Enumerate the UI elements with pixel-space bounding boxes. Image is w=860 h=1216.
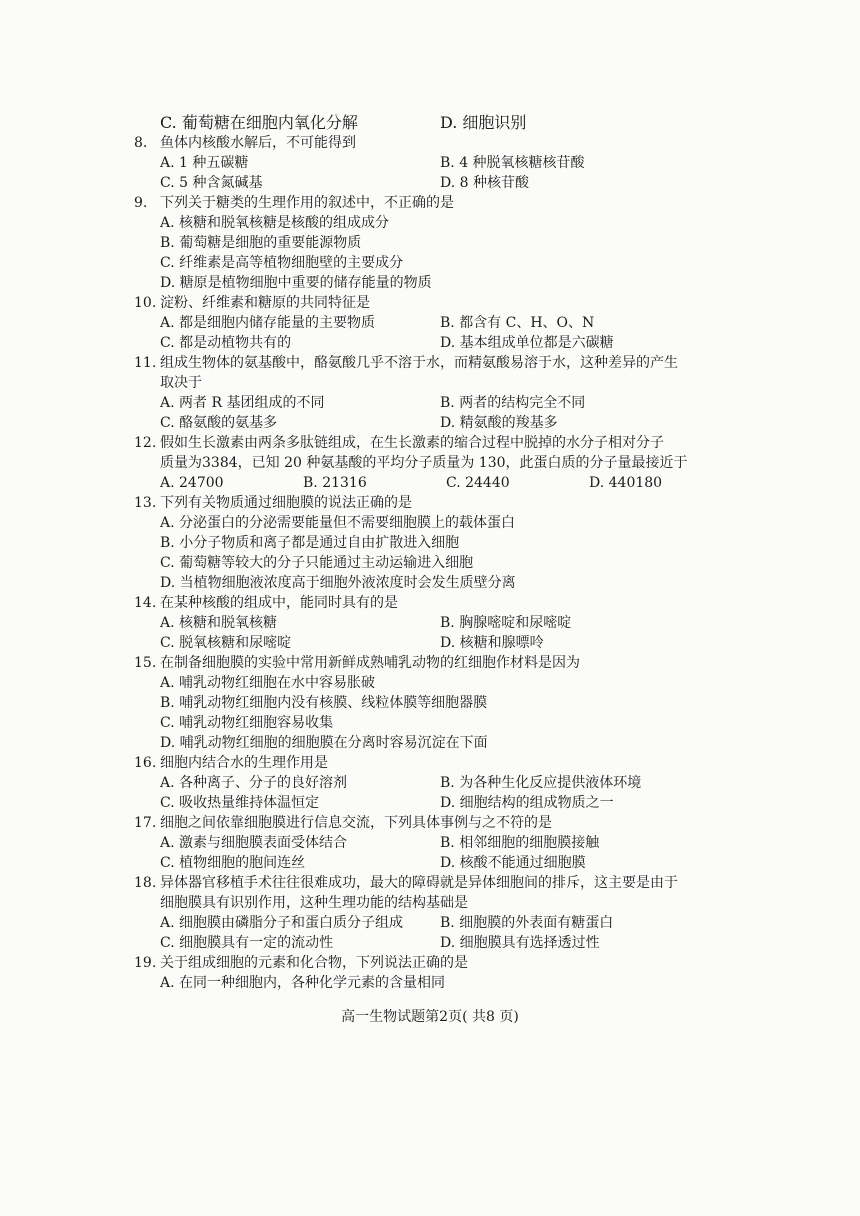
question-number: 18.: [134, 875, 157, 891]
options-row: [160, 313, 734, 333]
question-text: 在某种核酸的组成中，能同时具有的是: [160, 595, 398, 611]
option-c: C. 吸收热量维持体温恒定: [160, 795, 320, 811]
options-row: [160, 613, 734, 633]
question-16: [134, 753, 734, 773]
options-row: [160, 473, 734, 493]
option-b: B. 21316: [303, 475, 367, 491]
option-b: B. 哺乳动物红细胞内没有核膜、线粒体膜等细胞器膜: [160, 695, 488, 711]
option-b: B. 相邻细胞的细胞膜接触: [440, 835, 600, 851]
option-c: C. 细胞膜具有一定的流动性: [160, 935, 334, 951]
question-12: [134, 433, 734, 453]
question-18: [134, 873, 734, 893]
option-c: C. 纤维素是高等植物细胞壁的主要成分: [160, 255, 404, 271]
question-number: 17.: [134, 815, 157, 831]
option-c: C. 葡萄糖等较大的分子只能通过主动运输进入细胞: [160, 555, 474, 571]
question-text: 组成生物体的氨基酸中，酪氨酸几乎不溶于水，而精氨酸易溶于水，这种差异的产生: [160, 355, 678, 371]
question-text: 关于组成细胞的元素和化合物，下列说法正确的是: [160, 955, 468, 971]
question-number: 14.: [134, 595, 157, 611]
option-d: D. 当植物细胞液浓度高于细胞外液浓度时会发生质壁分离: [160, 575, 516, 591]
option-b: B. 为各种生化反应提供液体环境: [440, 775, 642, 791]
option-b: B. 都含有 C、H、O、N: [440, 315, 595, 331]
question-11: [134, 353, 734, 373]
question-text: 下列有关物质通过细胞膜的说法正确的是: [160, 495, 412, 511]
option-c: C. 酪氨酸的氨基多: [160, 415, 278, 431]
option-b: B. 细胞膜的外表面有糖蛋白: [440, 915, 614, 931]
question-number: 10.: [134, 295, 157, 311]
question-number: 16.: [134, 755, 157, 771]
option-d: D. 细胞膜具有选择透过性: [440, 935, 600, 951]
option-a: A. 各种离子、分子的良好溶剂: [160, 775, 348, 791]
question-text: 下列关于糖类的生理作用的叙述中，不正确的是: [160, 195, 454, 211]
options-row: [160, 173, 734, 193]
option-a: A. 1 种五碳糖: [160, 155, 249, 171]
question-text: 假如生长激素由两条多肽链组成，在生长激素的缩合过程中脱掉的水分子相对分子: [160, 435, 664, 451]
question-number: 13.: [134, 495, 157, 511]
option-d: D. 8 种核苷酸: [440, 175, 529, 191]
question-text: 在制备细胞膜的实验中常用新鲜成熟哺乳动物的红细胞作材料是因为: [160, 655, 580, 671]
option-b: B. 两者的结构完全不同: [440, 395, 586, 411]
options-row: [160, 393, 734, 413]
question-14: [134, 593, 734, 613]
option-c: C. 植物细胞的胞间连丝: [160, 855, 306, 871]
question-text: 细胞内结合水的生理作用是: [160, 755, 328, 771]
question-text: 淀粉、纤维素和糖原的共同特征是: [160, 295, 370, 311]
option-c: C. 葡萄糖在细胞内氧化分解: [160, 113, 358, 132]
option-a: A. 核糖和脱氧核糖是核酸的组成成分: [160, 215, 390, 231]
options-row: [160, 413, 734, 433]
question-number: 9.: [134, 195, 148, 211]
option-a: A. 在同一种细胞内，各种化学元素的含量相同: [160, 975, 446, 991]
question-number: 8.: [134, 135, 148, 151]
question-8: [134, 133, 734, 153]
question-text-continued: 取决于: [160, 375, 202, 391]
option-a: A. 两者 R 基团组成的不同: [160, 395, 325, 411]
question-text: 细胞之间依靠细胞膜进行信息交流，下列具体事例与之不符的是: [160, 815, 552, 831]
option-d: D. 精氨酸的羧基多: [440, 415, 558, 431]
question-text-continued: 细胞膜具有识别作用，这种生理功能的结构基础是: [160, 895, 468, 911]
option-c: C. 24440: [446, 475, 510, 491]
option-b: B. 4 种脱氧核糖核苷酸: [440, 155, 585, 171]
question-9: [134, 193, 734, 213]
question-number: 15.: [134, 655, 157, 671]
question-text: 异体器官移植手术往往很难成功，最大的障碍就是异体细胞间的排斥，这主要是由于: [160, 875, 678, 891]
option-a: A. 核糖和脱氧核糖: [160, 615, 278, 631]
options-row: [160, 773, 734, 793]
prev-question-options: [160, 110, 734, 133]
option-b: B. 胸腺嘧啶和尿嘧啶: [440, 615, 572, 631]
question-13: [134, 493, 734, 513]
options-row: [160, 633, 734, 653]
question-number: 11.: [134, 355, 157, 371]
question-number: 19.: [134, 955, 157, 971]
options-row: [160, 913, 734, 933]
options-row: [160, 793, 734, 813]
option-b: B. 葡萄糖是细胞的重要能源物质: [160, 235, 362, 251]
option-c: C. 脱氧核糖和尿嘧啶: [160, 635, 292, 651]
question-15: [134, 653, 734, 673]
page-footer: 高一生物试题第2页( 共8 页): [341, 1009, 519, 1025]
option-d: D. 糖原是植物细胞中重要的储存能量的物质: [160, 275, 432, 291]
options-row: [160, 853, 734, 873]
question-19: [134, 953, 734, 973]
option-c: C. 都是动植物共有的: [160, 335, 292, 351]
options-row: [160, 933, 734, 953]
option-a: A. 细胞膜由磷脂分子和蛋白质分子组成: [160, 915, 404, 931]
option-d: D. 440180: [589, 475, 663, 491]
option-b: B. 小分子物质和离子都是通过自由扩散进入细胞: [160, 535, 460, 551]
option-a: A. 分泌蛋白的分泌需要能量但不需要细胞膜上的载体蛋白: [160, 515, 516, 531]
question-list: [134, 110, 734, 993]
question-10: [134, 293, 734, 313]
option-d: D. 哺乳动物红细胞的细胞膜在分离时容易沉淀在下面: [160, 735, 488, 751]
question-number: 12.: [134, 435, 157, 451]
option-a: A. 哺乳动物红细胞在水中容易胀破: [160, 675, 376, 691]
option-a: A. 都是细胞内储存能量的主要物质: [160, 315, 376, 331]
options-row: [160, 153, 734, 173]
options-row: [160, 833, 734, 853]
question-text: 鱼体内核酸水解后，不可能得到: [160, 135, 356, 151]
option-d: D. 细胞识别: [440, 113, 527, 132]
option-d: D. 基本组成单位都是六碳糖: [440, 335, 614, 351]
option-a: A. 24700: [160, 475, 224, 491]
option-a: A. 激素与细胞膜表面受体结合: [160, 835, 348, 851]
options-row: [160, 333, 734, 353]
question-17: [134, 813, 734, 833]
option-c: C. 5 种含氮碱基: [160, 175, 263, 191]
option-d: D. 核糖和腺嘌呤: [440, 635, 544, 651]
option-c: C. 哺乳动物红细胞容易收集: [160, 715, 334, 731]
option-d: D. 核酸不能通过细胞膜: [440, 855, 586, 871]
option-d: D. 细胞结构的组成物质之一: [440, 795, 614, 811]
question-text-continued: 质量为3384，已知 20 种氨基酸的平均分子质量为 130，此蛋白质的分子量最接近于: [160, 455, 688, 471]
